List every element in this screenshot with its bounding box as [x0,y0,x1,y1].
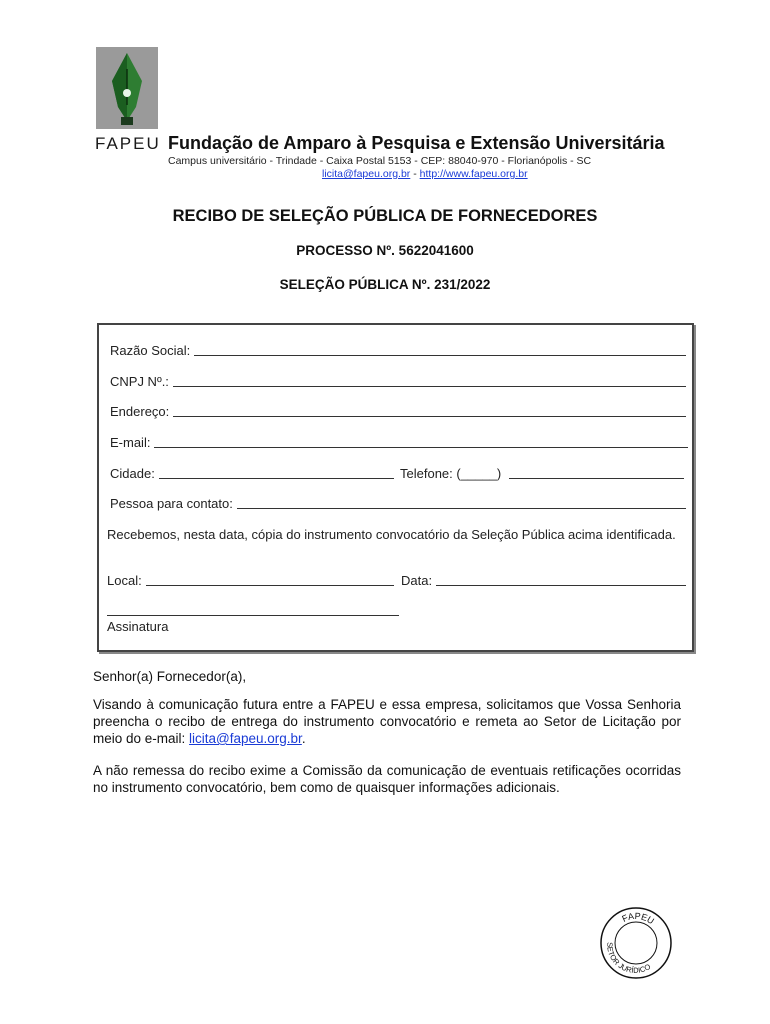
telefone-label: Telefone: (_____) [400,466,502,481]
email-field[interactable] [154,435,688,448]
legal-department-stamp [598,905,674,981]
instruction-email-link[interactable]: licita@fapeu.org.br [189,731,302,746]
signature-line[interactable] [107,615,399,616]
organization-name: Fundação de Amparo à Pesquisa e Extensão Universitária [168,133,665,153]
brand-name: FAPEU [95,134,161,153]
stamp-bottom-text: SETOR JURÍDICO [605,942,653,975]
signature-label: Assinatura [107,619,169,634]
notice-paragraph: A não remessa do recibo exime a Comissão da comunicação de eventuais retificações ocorridas no instrumento convocatório, bem como de quaisquer informações adicionais. [93,763,681,795]
stamp-top-text: FAPEU [620,910,656,927]
local-field[interactable] [146,573,394,586]
endereco-field[interactable] [173,404,686,417]
data-label: Data: [401,573,433,588]
endereco-row [110,404,686,419]
receipt-form [97,323,694,652]
pen-nib-logo-icon [96,47,158,129]
instruction-paragraph [93,696,681,747]
data-row [401,573,686,588]
receipt-statement: Recebemos, nesta data, cópia do instrumento convocatório da Seleção Pública acima identificada. [107,527,676,542]
contact-links [322,168,528,180]
data-field[interactable] [436,573,686,586]
telefone-field[interactable] [509,466,684,479]
local-label: Local: [107,573,142,588]
cnpj-field[interactable] [173,374,686,387]
cnpj-label: CNPJ Nº.: [110,374,169,389]
instruction-end: . [301,731,306,746]
selection-number: SELEÇÃO PÚBLICA Nº. 231/2022 [279,277,491,292]
cidade-field[interactable] [159,466,394,479]
instruction-text: Visando à comunicação futura entre a FAPEU e essa empresa, solicitamos que Vossa Senhoria preencha o recibo de entrega do instrumento convocatório e remeta ao Setor de Licitação por meio do e-mail: [93,697,681,746]
cnpj-row [110,374,686,389]
contato-field[interactable] [237,496,686,509]
website-link[interactable]: http://www.fapeu.org.br [419,168,528,180]
stamp-seal-icon [598,905,674,981]
greeting: Senhor(a) Fornecedor(a), [93,669,247,684]
razao-social-row [110,343,686,358]
fapeu-logo [96,47,158,129]
cidade-row [110,466,394,481]
telefone-row [400,466,684,481]
organization-address: Campus universitário - Trindade - Caixa Postal 5153 - CEP: 88040-970 - Florianópolis - SC [168,155,592,167]
cidade-label: Cidade: [110,466,155,481]
email-link[interactable]: licita@fapeu.org.br [322,168,411,180]
razao-social-label: Razão Social: [110,343,191,358]
endereco-label: Endereço: [110,404,170,419]
svg-text:FAPEU [618,905,656,933]
local-row [107,573,394,588]
link-separator: - [410,168,420,180]
email-label: E-mail: [110,435,151,450]
razao-social-field[interactable] [194,343,686,356]
contato-row [110,496,686,511]
process-number: PROCESSO Nº. 5622041600 [296,243,474,258]
email-row [110,435,688,450]
document-title: RECIBO DE SELEÇÃO PÚBLICA DE FORNECEDORES [172,207,598,225]
contato-label: Pessoa para contato: [110,496,233,511]
